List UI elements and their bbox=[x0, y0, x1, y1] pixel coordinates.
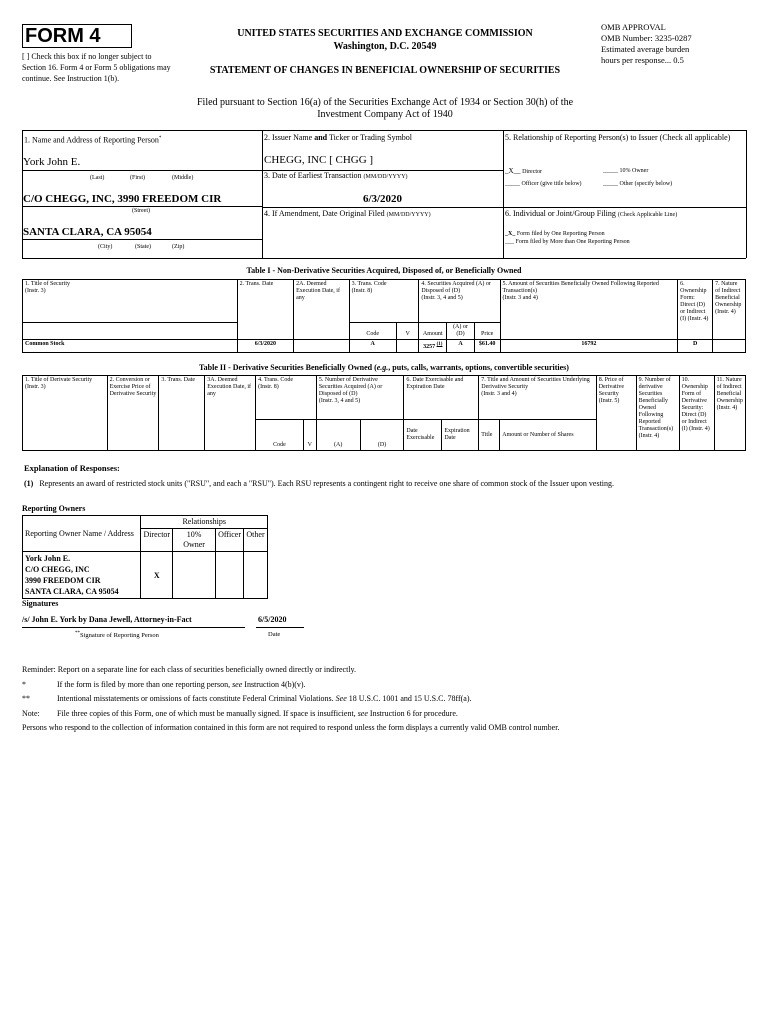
ten-pct-label: 10% Owner bbox=[619, 168, 649, 174]
t2-h11: 11. Nature of Indirect Beneficial Ownership (Instr. 4) bbox=[714, 376, 745, 451]
table1 bbox=[22, 279, 746, 353]
t1-h2a: 2A. Deemed Execution Date, if any bbox=[294, 280, 349, 340]
t2-h10: 10. Ownership Form of Derivative Security: Direct (D) or Indirect (I) (Instr. 4) bbox=[679, 376, 714, 451]
t2-sub-amount: Amount or Number of Shares bbox=[500, 420, 596, 451]
t1-r0-form: D bbox=[678, 340, 713, 353]
t1-h3-sub: (Instr. 8) bbox=[351, 288, 373, 294]
owner-line-3: 3990 FREEDOM CIR bbox=[25, 576, 101, 585]
one-person-label: Form filed by One Reporting Person bbox=[516, 231, 605, 237]
owners-col-rel: Relationships bbox=[141, 516, 268, 529]
dstar-note bbox=[57, 694, 472, 704]
signature-date: 6/5/2020 bbox=[258, 615, 287, 624]
t1-r0-title: Common Stock bbox=[23, 340, 238, 353]
one-person-mark: _X_ bbox=[505, 231, 516, 237]
owner-line-1: York John E. bbox=[25, 554, 71, 563]
name-first-label: (First) bbox=[130, 175, 145, 181]
dstar-note-post: 18 U.S.C. 1001 and 15 U.S.C. 78ff(a). bbox=[346, 694, 472, 703]
t2-sub-exp: Expiration Date bbox=[442, 420, 479, 451]
footnote-1-text: Represents an award of restricted stock units ("RSU", and each a "RSU"). Each RSU represents a contingent right to receive one share of common stock of the Issuer upon vesting. bbox=[39, 479, 615, 488]
box5-label: 5. Relationship of Reporting Person(s) to Issuer (Check all applicable) bbox=[505, 133, 731, 142]
omb-number: OMB Number: 3235-0287 bbox=[601, 33, 692, 43]
t1-h6: 6. Ownership Form: Direct (D) or Indirect (I) (Instr. 4) bbox=[678, 280, 713, 340]
t1-h1-text: 1. Title of Security bbox=[25, 281, 71, 287]
city-label: (City) bbox=[98, 244, 113, 250]
t1-r0-amount-cell bbox=[419, 340, 447, 353]
table-row bbox=[23, 552, 268, 599]
director-label: Director bbox=[522, 169, 543, 175]
table2-title-post: , puts, calls, warrants, options, convertible securities) bbox=[388, 363, 569, 372]
t2-h7-sub: (Instr. 3 and 4) bbox=[481, 391, 517, 397]
t2-h5 bbox=[316, 376, 404, 420]
reporter-name: York John E. bbox=[23, 156, 81, 168]
star-note-marker: * bbox=[22, 680, 26, 689]
t2-h1-text: 1. Title of Derivate Security bbox=[25, 377, 93, 383]
t2-h5-text: 5. Number of Derivative Securities Acquired (A) or Disposed of (D) bbox=[318, 377, 383, 397]
filed-pursuant bbox=[140, 97, 630, 121]
note-pre: File three copies of this Form, one of which must be manually signed. If space is insufficient, bbox=[57, 709, 358, 718]
owner-ten-mark bbox=[173, 552, 216, 599]
t1-r0-date: 6/3/2020 bbox=[237, 340, 293, 353]
t1-sub-amount: Amount bbox=[419, 323, 447, 340]
t1-r0-price: $61.40 bbox=[474, 340, 500, 353]
officer-label: Officer (give title below) bbox=[521, 181, 582, 187]
table2 bbox=[22, 375, 746, 451]
ten-pct-option bbox=[603, 168, 648, 175]
owners-heading: Reporting Owners bbox=[22, 504, 86, 513]
t1-h4 bbox=[419, 280, 500, 323]
t2-h8-text: 8. Price of Derivative Security bbox=[598, 377, 625, 397]
t1-r0-deemed bbox=[294, 340, 349, 353]
t2-h2: 2. Conversion or Exercise Price of Derivative Security bbox=[107, 376, 159, 451]
star-note-em: see bbox=[232, 680, 243, 689]
t2-h4-sub: (Instr. 8) bbox=[258, 384, 279, 390]
t1-h3 bbox=[349, 280, 419, 323]
date-rule bbox=[256, 627, 304, 628]
box4-label-text: 4. If Amendment, Date Original Filed bbox=[264, 209, 385, 218]
t2-h8 bbox=[596, 376, 636, 451]
owners-col-director: Director bbox=[141, 529, 173, 552]
t1-h1-spacer bbox=[23, 323, 238, 340]
signature-mark: ** bbox=[75, 631, 80, 636]
t1-r0-nature bbox=[713, 340, 746, 353]
signatures-heading: Signatures bbox=[22, 599, 59, 608]
t2-sub-a: (A) bbox=[316, 420, 360, 451]
box3-label bbox=[264, 171, 408, 182]
t1-r0-amount: 3257 bbox=[423, 344, 436, 350]
signature-label-text: Signature of Reporting Person bbox=[80, 632, 159, 640]
box6-label-sub: (Check Applicable Line) bbox=[617, 212, 678, 218]
t2-h1 bbox=[23, 376, 108, 451]
footnote-1-num: (1) bbox=[24, 479, 34, 488]
t2-h9 bbox=[636, 376, 679, 451]
box6-label bbox=[505, 209, 677, 220]
t2-h8-sub: (Instr. 5) bbox=[598, 398, 620, 404]
table2-title-em: e.g. bbox=[376, 363, 389, 372]
t1-h2: 2. Trans. Date bbox=[237, 280, 293, 340]
dstar-note-marker: ** bbox=[22, 694, 30, 703]
other-mark: _____ bbox=[603, 181, 618, 187]
t2-h3: 3. Trans. Date bbox=[159, 376, 205, 451]
omb-burden-1: Estimated average burden bbox=[601, 44, 690, 54]
statement-title: STATEMENT OF CHANGES IN BENEFICIAL OWNERSHIP OF SECURITIES bbox=[209, 65, 561, 76]
t1-h5 bbox=[500, 280, 678, 340]
explanation-heading: Explanation of Responses: bbox=[24, 463, 120, 473]
owners-table bbox=[22, 515, 268, 599]
footnote-1 bbox=[24, 479, 744, 489]
t1-sub-price: Price bbox=[474, 323, 500, 340]
persons-respond: Persons who respond to the collection of information contained in this form are not required to respond unless the form displays a currently valid OMB control number. bbox=[22, 723, 560, 732]
t2-sub-code: Code bbox=[256, 420, 304, 451]
more-person-label: Form filed by More than One Reporting Person bbox=[515, 239, 630, 245]
t1-sub-aord: (A) or (D) bbox=[447, 323, 475, 340]
signature-label bbox=[75, 630, 159, 640]
officer-mark: _____ bbox=[505, 181, 520, 187]
box1-label bbox=[24, 134, 161, 146]
date-label: Date bbox=[268, 631, 281, 638]
note-marker: Note: bbox=[22, 709, 40, 718]
reminder-line: Reminder: Report on a separate line for each class of securities beneficially owned directly or indirectly. bbox=[22, 665, 357, 674]
t1-sub-v: V bbox=[396, 323, 419, 340]
agency-city: Washington, D.C. 20549 bbox=[333, 41, 437, 52]
signature-rule bbox=[22, 627, 245, 628]
t1-h4-sub: (Instr. 3, 4 and 5) bbox=[421, 295, 463, 301]
issuer-name: CHEGG, INC [ CHGG ] bbox=[264, 154, 374, 166]
other-label: Other (specify below) bbox=[619, 181, 673, 187]
table2-title-pre: Table II - Derivative Securities Beneficially Owned ( bbox=[199, 363, 377, 372]
owners-col-ten: 10% Owner bbox=[173, 529, 216, 552]
table2-title bbox=[22, 363, 746, 373]
t1-sub-code: Code bbox=[349, 323, 396, 340]
checkbox-note: [ ] Check this box if no longer subject to Section 16. Form 4 or Form 5 obligations may continue. See Instruction 1(b). bbox=[22, 52, 171, 83]
zip-label: (Zip) bbox=[172, 244, 185, 250]
t2-sub-v: V bbox=[303, 420, 316, 451]
box1-label-mark: * bbox=[158, 136, 162, 141]
t2-h6: 6. Date Exercisable and Expiration Date bbox=[404, 376, 479, 420]
t1-h1-sub: (Instr. 3) bbox=[25, 288, 46, 294]
agency-title: UNITED STATES SECURITIES AND EXCHANGE COMMISSION bbox=[237, 28, 533, 39]
name-middle-label: (Middle) bbox=[172, 175, 194, 181]
box3-label-text: 3. Date of Earliest Transaction bbox=[264, 171, 362, 180]
director-option bbox=[505, 168, 542, 176]
t2-h9-sub: (Instr. 4) bbox=[638, 433, 660, 439]
earliest-transaction-date: 6/3/2020 bbox=[362, 193, 403, 205]
t2-sub-title: Title bbox=[479, 420, 500, 451]
owner-line-4: SANTA CLARA, CA 95054 bbox=[25, 587, 119, 596]
owner-address bbox=[23, 552, 141, 599]
owners-col-other: Other bbox=[244, 529, 268, 552]
t2-h7 bbox=[479, 376, 596, 420]
note-em: see bbox=[357, 709, 368, 718]
reporter-street: C/O CHEGG, INC, 3990 FREEDOM CIR bbox=[23, 193, 222, 205]
t1-h5-sub: (Instr. 3 and 4) bbox=[502, 295, 538, 301]
filed-line-1: Filed pursuant to Section 16(a) of the Securities Exchange Act of 1934 or Section 30(h) of the bbox=[196, 97, 574, 108]
owner-director-mark: X bbox=[141, 552, 173, 599]
t1-r0-v bbox=[396, 340, 419, 353]
box2-label-and: and bbox=[314, 133, 328, 142]
t2-h5-sub: (Instr. 3, 4 and 5) bbox=[318, 398, 361, 404]
filed-line-2: Investment Company Act of 1940 bbox=[317, 109, 453, 120]
t2-sub-d: (D) bbox=[360, 420, 404, 451]
box4-label bbox=[264, 209, 431, 220]
director-mark: _X__ bbox=[505, 167, 521, 175]
box6-label-text: 6. Individual or Joint/Group Filing bbox=[505, 209, 616, 218]
officer-option bbox=[505, 181, 582, 188]
t1-h4-text: 4. Securities Acquired (A) or Disposed of (D) bbox=[421, 281, 491, 294]
box2-label-b: Ticker or Trading Symbol bbox=[327, 133, 413, 142]
box2-label-a: 2. Issuer Name bbox=[264, 133, 315, 142]
t1-h3-text: 3. Trans. Code bbox=[351, 281, 387, 287]
t1-r0-footnote[interactable]: (1) bbox=[436, 342, 443, 347]
dstar-note-pre: Intentional misstatements or omissions of facts constitute Federal Criminal Violations. bbox=[57, 694, 336, 703]
t1-h7: 7. Nature of Indirect Beneficial Ownership (Instr. 4) bbox=[713, 280, 746, 340]
t2-h9-text: 9. Number of derivative Securities Beneficially Owned Following Reported Transaction(s) bbox=[638, 377, 674, 432]
t1-h1 bbox=[23, 280, 238, 323]
omb-approval bbox=[601, 22, 761, 66]
t2-h4 bbox=[256, 376, 317, 420]
more-person-mark: ___ bbox=[505, 239, 514, 245]
owner-line-2: C/O CHEGG, INC bbox=[25, 565, 90, 574]
dstar-note-em: See bbox=[335, 694, 347, 703]
box2-label bbox=[264, 133, 412, 143]
state-label: (State) bbox=[135, 244, 151, 250]
box3-label-fmt: (MM/DD/YYYY) bbox=[363, 174, 408, 180]
ten-pct-mark: _____ bbox=[603, 168, 618, 174]
t1-r0-aord: A bbox=[447, 340, 475, 353]
omb-burden-2: hours per response... 0.5 bbox=[601, 55, 684, 65]
t2-h3a: 3A. Deemed Execution Date, if any bbox=[205, 376, 256, 451]
owners-col-name: Reporting Owner Name / Address bbox=[23, 516, 141, 552]
t2-h4-text: 4. Trans. Code bbox=[258, 377, 294, 383]
t1-r0-code: A bbox=[349, 340, 396, 353]
box4-label-fmt: (MM/DD/YYYY) bbox=[386, 212, 431, 218]
signer-name: /s/ John E. York by Dana Jewell, Attorney-in-Fact bbox=[22, 615, 192, 624]
star-note-post: Instruction 4(b)(v). bbox=[242, 680, 306, 689]
t1-r0-owned: 16792 bbox=[500, 340, 678, 353]
owner-other-mark bbox=[244, 552, 268, 599]
reporter-city: SANTA CLARA, CA 95054 bbox=[23, 226, 152, 238]
star-note bbox=[57, 680, 306, 690]
table-row bbox=[23, 340, 746, 353]
box1-label-text: 1. Name and Address of Reporting Person bbox=[24, 135, 159, 145]
t1-h5-text: 5. Amount of Securities Beneficially Owned Following Reported Transaction(s) bbox=[502, 281, 659, 294]
owners-col-officer: Officer bbox=[216, 529, 244, 552]
one-person-option bbox=[505, 231, 605, 238]
t2-sub-date-ex: Date Exercisable bbox=[404, 420, 442, 451]
table1-title: Table I - Non-Derivative Securities Acquired, Disposed of, or Beneficially Owned bbox=[246, 266, 522, 275]
t2-h7-text: 7. Title and Amount of Securities Underlying Derivative Security bbox=[481, 377, 590, 390]
other-option bbox=[603, 181, 672, 188]
t2-h1-sub: (Instr. 3) bbox=[25, 384, 46, 390]
note-post: Instruction 6 for procedure. bbox=[367, 709, 458, 718]
owner-officer-mark bbox=[216, 552, 244, 599]
more-person-option bbox=[505, 239, 630, 246]
form-title: FORM 4 bbox=[22, 24, 132, 48]
street-label: (Street) bbox=[132, 208, 150, 214]
note-text bbox=[57, 709, 458, 719]
star-note-pre: If the form is filed by more than one reporting person, bbox=[57, 680, 233, 689]
omb-title: OMB APPROVAL bbox=[601, 22, 666, 32]
name-last-label: (Last) bbox=[90, 175, 105, 181]
